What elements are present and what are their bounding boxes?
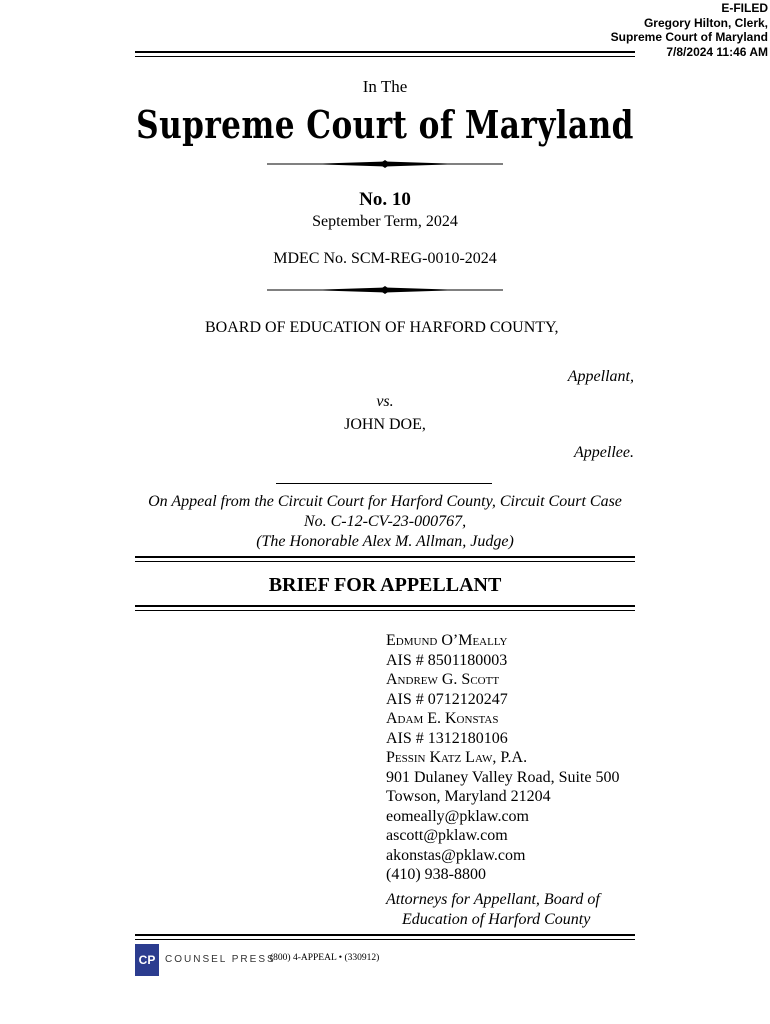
attorney-email: eomeally@pklaw.com <box>386 807 529 825</box>
brief-title: BRIEF FOR APPELLANT <box>268 574 502 596</box>
attorney-ais: AIS # 8501180003 <box>386 651 508 669</box>
appellee-role: Appellee. <box>574 444 634 461</box>
case-number: No. 10 <box>359 189 411 210</box>
attorneys-for-line-1: Attorneys for Appellant, Board of <box>386 891 600 908</box>
appellant-role: Appellant, <box>567 368 634 385</box>
attorney-name: Andrew G. Scott <box>386 671 500 688</box>
attorneys-for <box>386 890 646 930</box>
efiled-clerk: Gregory Hilton, Clerk, <box>643 15 768 30</box>
efiled-label: E-FILED <box>721 1 768 15</box>
appeal-line-1: On Appeal from the Circuit Court for Harford County, Circuit Court Case <box>148 493 622 510</box>
efiled-court: Supreme Court of Maryland <box>610 30 768 44</box>
efiled-timestamp: 7/8/2024 11:46 AM <box>666 44 768 59</box>
attorney-email: ascott@pklaw.com <box>386 827 508 844</box>
attorney-email: akonstas@pklaw.com <box>386 846 526 864</box>
cp-logo-mark: CP <box>135 944 159 976</box>
court-name: Supreme Court of Maryland <box>136 102 634 147</box>
top-double-rule <box>135 51 635 57</box>
attorney-name: Adam E. Konstas <box>386 710 499 727</box>
firm-address-street: 901 Dulaney Valley Road, Suite 500 <box>386 768 620 786</box>
attorney-ais: AIS # 0712120247 <box>386 690 508 708</box>
brief-title-rule-bottom <box>135 605 635 611</box>
footer-phone: (800) 4-APPEAL • (330912) <box>270 953 380 963</box>
counsel-block <box>386 631 619 885</box>
in-the-heading: In The <box>362 77 408 96</box>
brief-title-rule-top <box>135 556 635 562</box>
short-separator <box>276 483 492 484</box>
appellee-name: JOHN DOE, <box>344 416 426 433</box>
versus: vs. <box>376 393 394 410</box>
appeal-line-3: (The Honorable Alex M. Allman, Judge) <box>256 533 514 550</box>
firm-phone: (410) 938-8800 <box>386 866 486 883</box>
ornament-divider-bottom <box>267 284 503 296</box>
footer-double-rule <box>135 934 635 940</box>
appellant-name: BOARD OF EDUCATION OF HARFORD COUNTY, <box>205 319 559 336</box>
appeal-origin <box>0 492 770 552</box>
appeal-line-2: No. C-12-CV-23-000767, <box>303 513 467 530</box>
term: September Term, 2024 <box>312 213 458 230</box>
attorney-name: Edmund O’Meally <box>386 632 508 649</box>
law-firm: Pessin Katz Law, P.A. <box>386 749 528 766</box>
ornament-divider-top <box>267 158 503 170</box>
attorney-ais: AIS # 1312180106 <box>386 729 508 747</box>
counsel-press-name: COUNSEL PRESS <box>165 954 276 965</box>
mdec-number: MDEC No. SCM-REG-0010-2024 <box>273 250 497 267</box>
attorneys-for-line-2: Education of Harford County <box>402 911 591 928</box>
firm-address-city: Towson, Maryland 21204 <box>386 788 551 805</box>
